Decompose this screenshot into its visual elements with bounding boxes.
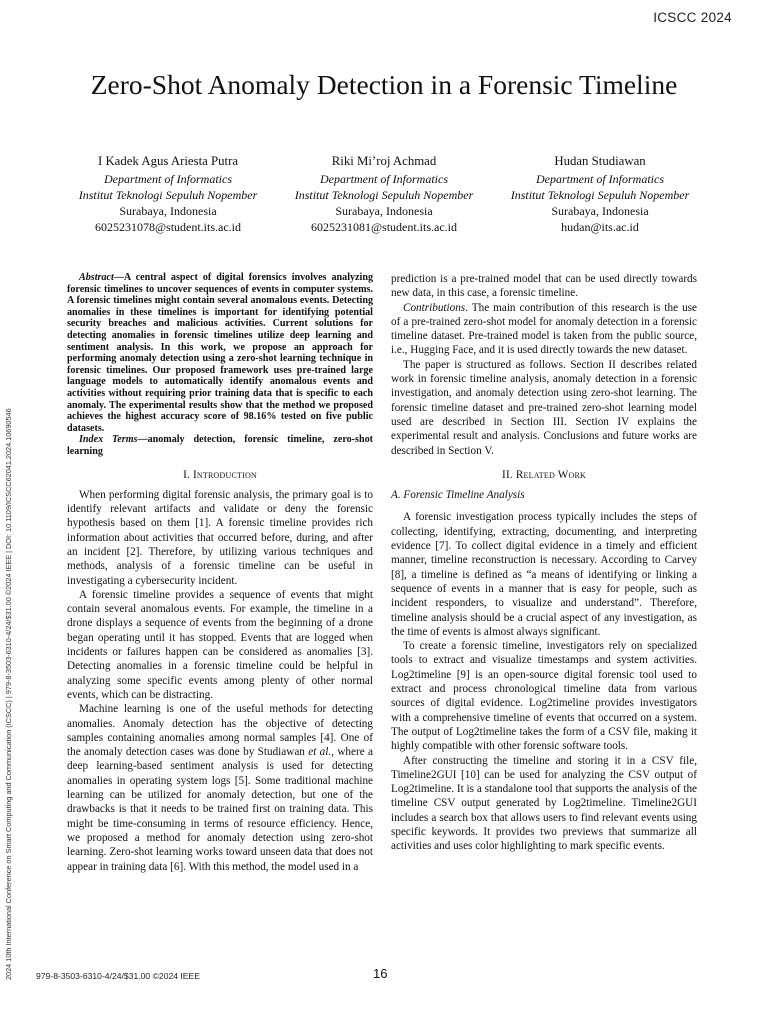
paper-title: Zero-Shot Anomaly Detection in a Forensic Timeline bbox=[90, 69, 678, 100]
author-list bbox=[60, 153, 708, 235]
author-city: Surabaya, Indonesia bbox=[119, 204, 217, 218]
abstract-text: —A central aspect of digital forensics involves analyzing forensic timelines to uncover sequences of events in computer systems. A forensic timelines might contain several anomalous events. Detecting anomalies in these timelines is important for identifying potential security breaches and malicious activities. Current solutions for detecting anomalies in forensic timelines utilize deep learning and sentiment analysis. In this work, we propose an approach for performing anomaly detection using a zero-shot learning technique in forensic timelines. Our proposed framework uses pre-trained large language models to automatically identify anomalous events and activities without requiring prior training data that is specific to each anomaly. The experimental results show that the method we proposed achieves the highest accuracy score of 98.16% tested on five public datasets. bbox=[67, 272, 373, 434]
abstract-label: Abstract bbox=[79, 272, 114, 283]
author-city: Surabaya, Indonesia bbox=[335, 204, 433, 218]
right-column bbox=[391, 272, 697, 854]
paragraph: To create a forensic timeline, investigators rely on specialized tools to extract and visualize timestamps and system activities. Log2timeline [9] is an open-source digital forensic tool used to extract and process chronological timeline data from various sources of digital evidence. Log2timeline provides investigators with a comprehensive timeline of events that occurred on a system. The output of Log2timeline takes the form of a CSV file, making it highly compatible with other forensic software tools. bbox=[391, 640, 697, 753]
footer-isbn: 979-8-3503-6310-4/24/$31.00 ©2024 IEEE bbox=[36, 971, 201, 981]
abstract bbox=[67, 272, 373, 434]
emphasis-text: et al. bbox=[308, 746, 332, 759]
page-number: 16 bbox=[373, 966, 388, 981]
author-name: Riki Mi’roj Achmad bbox=[331, 154, 437, 168]
paragraph bbox=[391, 301, 697, 358]
author-institution: Institut Teknologi Sepuluh Nopember bbox=[510, 188, 690, 202]
paragraph: The paper is structured as follows. Section II describes related work in forensic timeline analysis, anomaly detection in a forensic investigation, and anomaly detection using zero-shot learning. The forensic timeline dataset and pre-trained zero-shot learning model used are described in Section III. Section IV explains the experimental result and analysis. Conclusions and future works are described in Section V. bbox=[391, 358, 697, 457]
author-name: I Kadek Agus Ariesta Putra bbox=[97, 154, 239, 168]
section-heading: II. Related Work bbox=[502, 468, 586, 481]
index-terms-text: —anomaly detection, forensic timeline, zero-shot learning bbox=[67, 434, 373, 457]
paragraph-text: Machine learning is one of the useful methods for detecting anomalies. Anomaly detection has the objective of detecting samples containing anomalies among normal samples [4]. One of the anomaly detection cases was done by Studiawan bbox=[67, 703, 373, 759]
section-heading: I. Introduction bbox=[183, 468, 257, 481]
author-institution: Institut Teknologi Sepuluh Nopember bbox=[78, 188, 258, 202]
index-terms bbox=[67, 434, 373, 457]
author-block bbox=[60, 153, 276, 235]
author-city: Surabaya, Indonesia bbox=[551, 204, 649, 218]
author-block bbox=[492, 153, 708, 235]
author-department: Department of Informatics bbox=[536, 172, 664, 186]
paragraph bbox=[67, 702, 373, 874]
paragraph: A forensic investigation process typically includes the steps of collecting, identifying, extracting, documenting, and interpreting evidence [7]. To collect digital evidence in a timely and efficient manner, timeline reconstruction is necessary. According to Carvey [8], a timeline is defined as “a means of identifying or linking a sequence of events in a manner that is easy for people, such as incident responders, to visualize and understand”. Therefore, timeline analysis should be a crucial aspect of any investigation, as the time of events is almost always significant. bbox=[391, 511, 697, 638]
contributions-label: Contributions bbox=[403, 301, 466, 314]
author-department: Department of Informatics bbox=[104, 172, 232, 186]
paragraph-text: , where a deep learning-based sentiment analysis is used for detecting anomalies in operating system logs [5]. Some traditional machine learning can be utilized for anomaly detection, but one of the drawbacks is that it needs to be trained first on training data. This might be time-consuming in terms of resource efficiency. Hence, we proposed a method for anomaly detection using zero-shot learning. Zero-shot learning works toward unseen data that does not appear in training data [6]. With this method, the model used in a bbox=[67, 746, 373, 873]
paragraph-continuation: prediction is a pre-trained model that can be used directly towards new data, in this case, a forensic timeline. bbox=[391, 273, 697, 300]
author-department: Department of Informatics bbox=[320, 172, 448, 186]
paragraph: After constructing the timeline and storing it in a CSV file, Timeline2GUI [10] can be used for analyzing the CSV output of Log2timeline. It is a standalone tool that supports the analysis of the timeline CSV output generated by Log2timeline. Timeline2GUI includes a search box that allows users to find relevant events using specific keywords. It provides two previews that summarize all activities and uses color highlighting to mark specific events. bbox=[391, 754, 697, 853]
paragraph: When performing digital forensic analysis, the primary goal is to identify relevant artifacts and validate or deny the forensic hypothesis based on them [1]. A forensic timeline provides rich information about activities that occurred before, during, and after an incident [2]. Therefore, by utilizing various techniques and methods, analysis of a forensic timeline can be useful in investigating a cybersecurity incident. bbox=[67, 488, 373, 587]
author-name: Hudan Studiawan bbox=[554, 154, 646, 168]
side-citation-note: 2024 10th International Conference on Smart Computing and Communication (ICSCC) | 979-8-3503-6310-4/24/$31.00 ©2024 IEEE | DOI: 10.1109/ICSCC62041.2024.10690546 bbox=[4, 408, 13, 980]
index-terms-label: Index Terms bbox=[79, 434, 138, 446]
subsection-heading: A. Forensic Timeline Analysis bbox=[391, 489, 525, 502]
author-institution: Institut Teknologi Sepuluh Nopember bbox=[294, 188, 474, 202]
conference-tag: ICSCC 2024 bbox=[653, 10, 732, 25]
left-column bbox=[67, 272, 373, 874]
author-email: 6025231078@student.its.ac.id bbox=[94, 220, 242, 234]
paragraph: A forensic timeline provides a sequence of events that might contain several anomalous events. For example, the timeline in a drone displays a sequence of events from the beginning of a drone began operating until it has stopped. Events that are logged when incidents or failures happen can be considered as anomalies [3]. Detecting anomalies in a forensic timeline could be helpful in analyzing some specific events among plenty of other normal events, which can be distracting. bbox=[67, 588, 373, 701]
paragraph-text: . The main contribution of this research is the use of a pre-trained zero-shot model for anomaly detection in a forensic timeline dataset. Pre-trained model is taken from the public source, i.e., Hugging Face, and it is used directly towards the new dataset. bbox=[391, 301, 697, 357]
author-block bbox=[276, 153, 492, 235]
author-email: 6025231081@student.its.ac.id bbox=[310, 220, 458, 234]
author-email: hudan@its.ac.id bbox=[561, 220, 639, 234]
